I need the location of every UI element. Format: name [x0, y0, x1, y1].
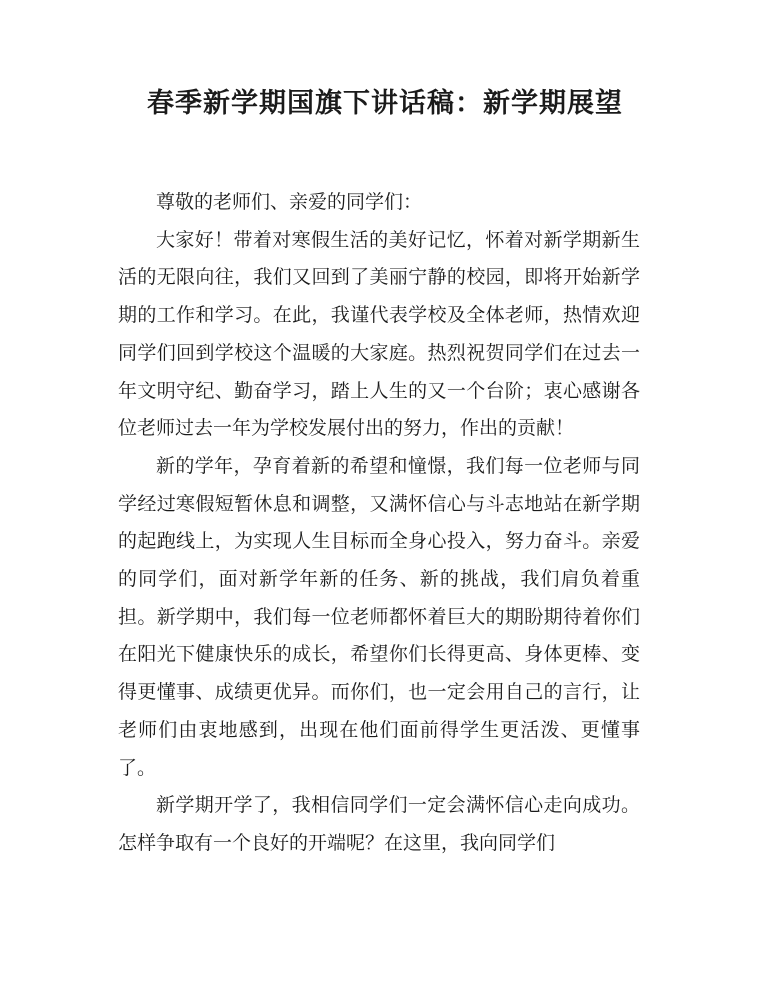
body-paragraph: 大家好！带着对寒假生活的美好记忆，怀着对新学期新生活的无限向往，我们又回到了美丽宁静的校园，即将开始新学期的工作和学习。在此，我谨代表学校及全体老师，热情欢迎同学们回到学校这个温暖的大家庭。热烈祝贺同学们在过去一年文明守纪、勤奋学习，踏上人生的又一个台阶；衷心感谢各位老师过去一年为学校发展付出的努力，作出的贡献！: [118, 228, 640, 440]
salutation-paragraph: 尊敬的老师们、亲爱的同学们：: [156, 191, 423, 213]
body-paragraph: 新的学年，孕育着新的希望和憧憬，我们每一位老师与同学经过寒假短暂休息和调整，又满怀信心与斗志地站在新学期的起跑线上，为实现人生目标而全身心投入，努力奋斗。亲爱的同学们，面对新学年新的任务、新的挑战，我们肩负着重担。新学期中，我们每一位老师都怀着巨大的期盼期待着你们在阳光下健康快乐的成长，希望你们长得更高、身体更棒、变得更懂事、成绩更优异。而你们，也一定会用自己的言行，让老师们由衷地感到，出现在他们面前得学生更活泼、更懂事了。: [118, 454, 640, 779]
body-paragraph: 新学期开学了，我相信同学们一定会满怀信心走向成功。怎样争取有一个良好的开端呢？在这里，我向同学们: [118, 794, 640, 854]
document-body: [118, 184, 640, 863]
document-title: 春季新学期国旗下讲话稿：新学期展望: [147, 88, 623, 119]
